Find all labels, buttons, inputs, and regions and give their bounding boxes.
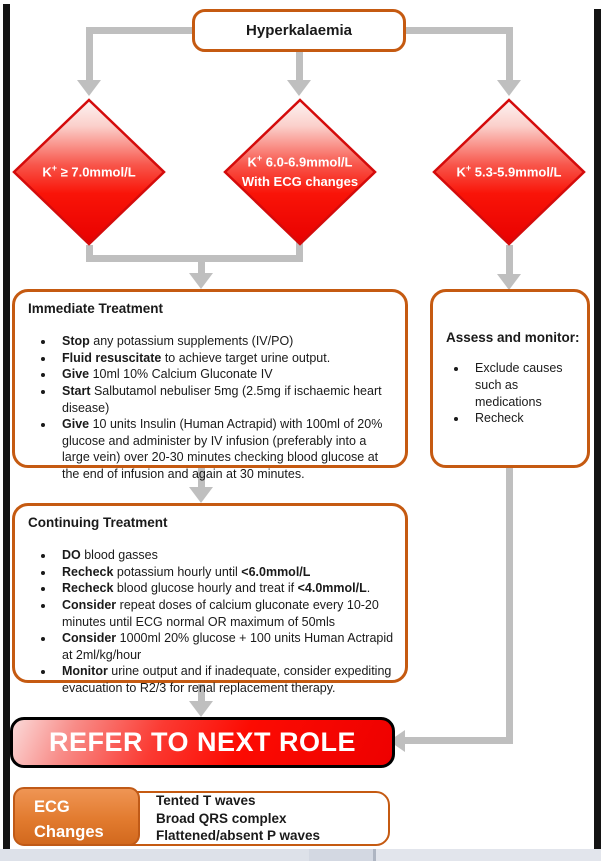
ecg-item: Broad QRS complex [156, 810, 287, 826]
diamond-label: K+ 6.0-6.9mmol/L With ECG changes [241, 153, 359, 189]
list-item: • Give 10ml 10% Calcium Gluconate IV [55, 366, 397, 383]
ecg-item: Tented T waves [156, 792, 256, 808]
page-edge-left [3, 4, 10, 849]
arrowhead-to-mid-diamond [287, 80, 311, 96]
ecg-item: Flattened/absent P waves [156, 828, 321, 844]
refer-to-next-role-node [10, 717, 395, 768]
connector-top-right-horizontal [406, 27, 512, 34]
immediate-treatment-list [28, 333, 397, 483]
continuing-treatment-box [12, 503, 408, 695]
scrollbar-thumb[interactable] [0, 849, 309, 861]
assess-monitor-title: Assess and monitor: [446, 330, 580, 346]
list-item: • Give 10 units Insulin (Human Actrapid) with 100ml of 20% glucose and administer by IV infusion (preferably into a large vein) over 20-30 minutes checking blood glucose at the end of infusion and again at 30 minutes. [55, 416, 397, 483]
arrowhead-to-continuing-box [189, 487, 213, 503]
diamond-label: K+ ≥ 7.0mmol/L [42, 162, 136, 180]
connector-assess-to-refer-vertical [506, 468, 513, 741]
ecg-changes-tab [13, 787, 140, 846]
horizontal-scrollbar[interactable] [0, 849, 601, 861]
page-title: Hyperkalaemia [246, 22, 352, 39]
list-item: • Stop any potassium supplements (IV/PO) [55, 333, 397, 350]
continuing-treatment-title: Continuing Treatment [28, 515, 168, 530]
list-item: • Exclude causes such as medications [468, 360, 585, 410]
connector-right-vertical [506, 27, 513, 82]
list-item: • Recheck potassium hourly until <6.0mmol/L [55, 564, 397, 581]
arrowhead-to-right-diamond [497, 80, 521, 96]
connector-assess-to-refer-horizontal [404, 737, 513, 744]
list-item: • DO blood gasses [55, 547, 397, 564]
assess-monitor-list [446, 360, 585, 427]
assess-monitor-box [430, 289, 590, 468]
decision-diamond-k-high [11, 97, 167, 247]
connector-mid-vertical [296, 52, 303, 82]
connector-top-left-horizontal [88, 27, 194, 34]
list-item: • Recheck blood glucose hourly and treat if <4.0mmol/L. [55, 580, 397, 597]
list-item: • Consider repeat doses of calcium gluconate every 10-20 minutes until ECG normal OR maximum of 50mls [55, 597, 397, 630]
refer-label: REFER TO NEXT ROLE [48, 727, 357, 757]
immediate-treatment-box [12, 289, 408, 481]
list-item: • Recheck [468, 410, 585, 427]
continuing-treatment-list [28, 547, 397, 697]
list-item: • Start Salbutamol nebuliser 5mg (2.5mg if ischaemic heart disease) [55, 383, 397, 416]
connector-right-diamond-drop [506, 245, 513, 276]
immediate-treatment-title: Immediate Treatment [28, 301, 164, 316]
arrowhead-to-immediate-box [189, 273, 213, 289]
scrollbar-track-segment[interactable] [309, 849, 373, 861]
decision-diamond-k-low [431, 97, 587, 247]
diamond-label: K+ 5.3-5.9mmol/L [456, 162, 562, 180]
ecg-tab-line: ECG [34, 798, 70, 816]
title-node [192, 9, 406, 52]
arrowhead-to-left-diamond [77, 80, 101, 96]
scrollbar-track-segment[interactable] [376, 849, 601, 861]
list-item: • Fluid resuscitate to achieve target urine output. [55, 350, 397, 367]
list-item: • Monitor urine output and if inadequate, consider expediting evacuation to R2/3 for renal replacement therapy. [55, 663, 397, 696]
arrowhead-to-refer-button [189, 701, 213, 717]
page-edge-right [594, 9, 601, 849]
connector-merge-horizontal [86, 255, 303, 262]
decision-diamond-k-mid-ecg [222, 97, 378, 247]
ecg-tab-line: Changes [34, 822, 104, 841]
arrowhead-to-assess-box [497, 274, 521, 290]
list-item: • Consider 1000ml 20% glucose + 100 units Human Actrapid at 2ml/kg/hour [55, 630, 397, 663]
connector-left-vertical [86, 27, 93, 82]
